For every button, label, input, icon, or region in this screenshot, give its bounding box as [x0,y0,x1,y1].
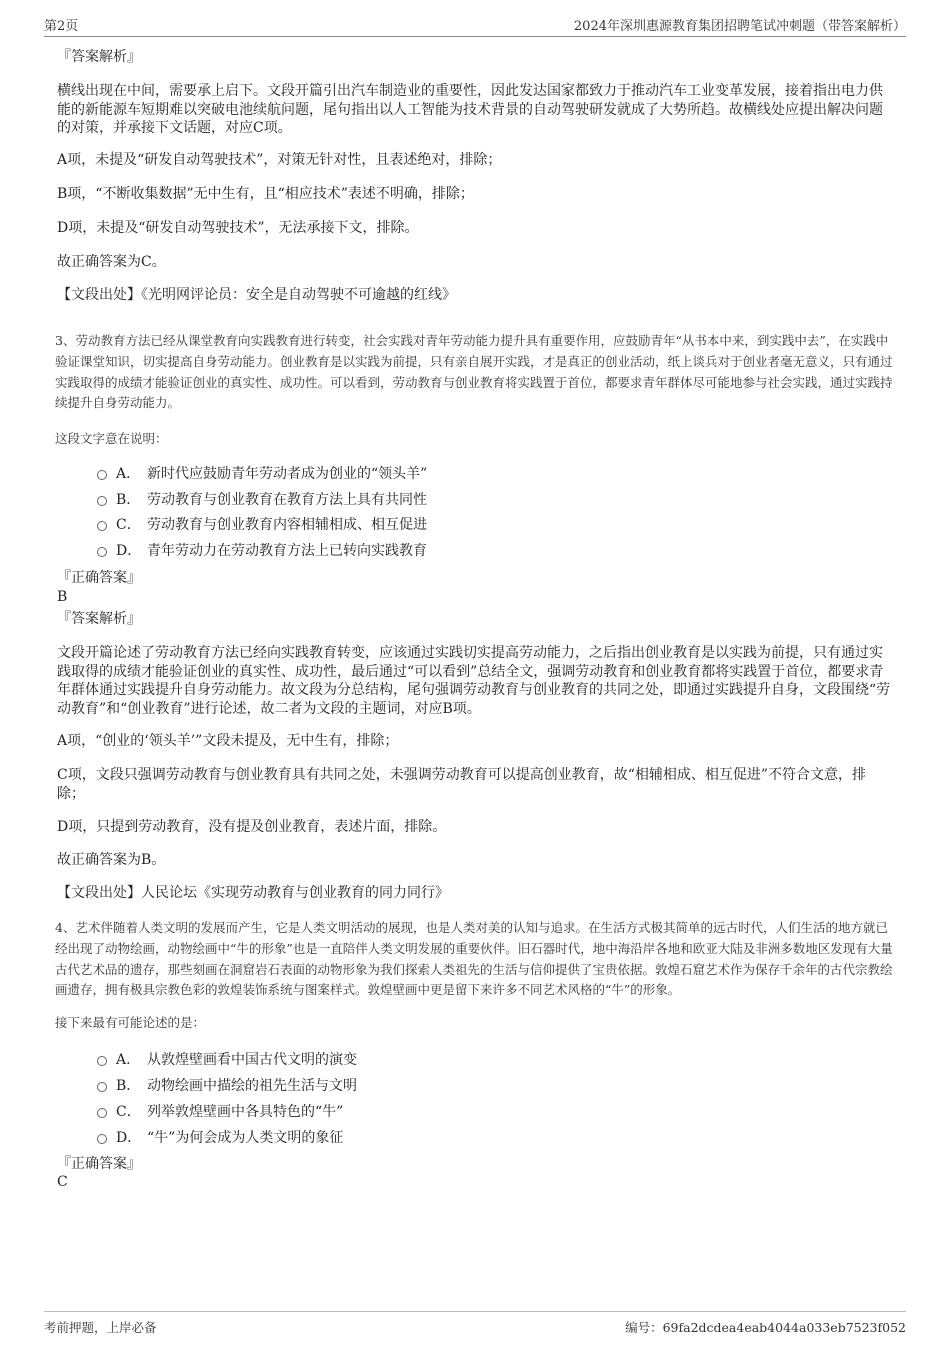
question-4-prompt: 接下来最有可能论述的是： [55,1015,206,1030]
q3-option-d[interactable] [97,540,427,560]
radio-icon[interactable] [97,496,107,506]
page-footer [44,1311,906,1336]
q4-answer: C [57,1174,68,1190]
option-text: 青年劳动力在劳动教育方法上已转向实践教育 [147,543,427,559]
option-label: B． [116,1078,141,1094]
q3-option-c[interactable] [97,514,427,534]
footer-slogan: 考前押题，上岸必备 [44,1320,157,1335]
question-3-prompt: 这段文字意在说明： [55,431,168,446]
q4-answer-title: 『正确答案』 [57,1156,141,1172]
q3-final-answer: 故正确答案为B。 [57,852,166,868]
q3-answer-title: 『正确答案』 [57,570,141,586]
analysis-title: 『答案解析』 [57,49,141,65]
option-text: 劳动教育与创业教育内容相辅相成、相互促进 [147,517,427,533]
analysis-paragraph: 横线出现在中间，需要承上启下。文段开篇引出汽车制造业的重要性，因此发达国家都致力于推动汽车工业变革发展，接着指出电力供能的新能源车短期难以突破电池续航问题，尾句指出以人工智能为技术背景的自动驾驶研发就成了大势所趋。故横线处应提出解决问题的对策，并承接下文话题，对应C项。 [57,83,883,136]
radio-icon[interactable] [97,1056,107,1066]
q3-analysis-option-a: A项，“创业的‘领头羊’”文段未提及，无中生有，排除； [57,733,399,749]
final-answer: 故正确答案为C。 [57,254,166,270]
option-text: 列举敦煌壁画中各具特色的“牛” [147,1104,344,1120]
q3-analysis-title: 『答案解析』 [57,611,141,627]
document-title: 2024年深圳惠源教育集团招聘笔试冲刺题（带答案解析） [573,19,906,34]
q4-option-c[interactable] [97,1101,343,1121]
radio-icon[interactable] [97,1108,107,1118]
q3-analysis-option-d: D项，只提到劳动教育，没有提及创业教育，表述片面，排除。 [57,819,447,835]
q4-option-d[interactable] [97,1127,343,1147]
question-4-text: 4、艺术伴随着人类文明的发展而产生，它是人类文明活动的展现，也是人类对美的认知与追求。在生活方式极其简单的远古时代，人们生活的地方就已经出现了动物绘画，动物绘画中“牛的形象”也是一直陪伴人类文明发展的重要伙伴。旧石器时代，地中海沿岸各地和欧亚大陆及非洲多数地区发现有大量古代艺术品的遗存，那些刻画在洞窟岩石表面的动物形象为我们探索人类祖先的生活与信仰提供了宝贵依据。敦煌石窟艺术作为保存千余年的古代宗教绘画遗存，拥有极具宗教色彩的敦煌装饰系统与图案样式。敦煌壁画中更是留下来许多不同艺术风格的“牛”的形象。 [55,920,893,998]
option-text: 从敦煌壁画看中国古代文明的演变 [147,1052,357,1068]
option-text: 动物绘画中描绘的祖先生活与文明 [147,1078,357,1094]
option-label: D． [116,543,142,559]
option-text: “牛”为何会成为人类文明的象征 [147,1130,344,1146]
option-label: C． [116,1104,141,1120]
q3-analysis-paragraph: 文段开篇论述了劳动教育方法已经向实践教育转变，应该通过实践切实提高劳动能力，之后指出创业教育是以实践为前提，只有通过实践取得的成绩才能验证创业的真实性、成功性，最后通过“可以看到”总结全文，强调劳动教育和创业教育都将实践置于首位，都要求青年群体通过实践提升自身劳动能力。故文段为分总结构，尾句强调劳动教育与创业教育的共同之处，即通过实践提升自身，文段围绕“劳动教育”和“创业教育”进行论述，故二者为文段的主题词，对应B项。 [57,645,891,717]
option-text: 劳动教育与创业教育在教育方法上具有共同性 [147,492,427,508]
radio-icon[interactable] [97,521,107,531]
page-number: 第2页 [44,19,79,34]
question-3-text: 3、劳动教育方法已经从课堂教育向实践教育进行转变，社会实践对青年劳动能力提升具有重要作用，应鼓励青年“从书本中来，到实践中去”，在实践中验证课堂知识，切实提高自身劳动能力。创业教育是以实践为前提，只有亲自展开实践，才是真正的创业活动，纸上谈兵对于创业者毫无意义，只有通过实践取得的成绩才能验证创业的真实性、成功性。可以看到，劳动教育与创业教育将实践置于首位，都要求青年群体尽可能地参与社会实践，通过实践持续提升自身劳动能力。 [55,333,893,411]
analysis-option-a: A项，未提及“研发自动驾驶技术”，对策无针对性，且表述绝对，排除； [57,152,502,168]
document-id: 编号：69fa2dcdea4eab4044a033eb7523f052 [625,1320,906,1335]
radio-icon[interactable] [97,1134,107,1144]
q3-answer: B [57,589,68,605]
source-citation: 【文段出处】《光明网评论员：安全是自动驾驶不可逾越的红线》 [57,287,456,303]
analysis-option-b: B项，“不断收集数据”无中生有，且“相应技术”表述不明确，排除； [57,186,474,202]
analysis-option-d: D项，未提及“研发自动驾驶技术”，无法承接下文，排除。 [57,220,419,236]
q4-option-b[interactable] [97,1075,357,1095]
radio-icon[interactable] [97,547,107,557]
q3-option-b[interactable] [97,489,427,509]
option-label: A． [116,466,141,482]
option-label: B． [116,492,141,508]
option-label: A． [116,1052,141,1068]
option-label: D． [116,1130,142,1146]
option-text: 新时代应鼓励青年劳动者成为创业的“领头羊” [147,466,428,482]
page-header [44,12,906,37]
radio-icon[interactable] [97,1082,107,1092]
radio-icon[interactable] [97,470,107,480]
q3-analysis-option-c: C项，文段只强调劳动教育与创业教育具有共同之处，未强调劳动教育可以提高创业教育，故“相辅相成、相互促进”不符合文意，排除； [57,767,867,802]
option-label: C． [116,517,141,533]
q4-option-a[interactable] [97,1049,357,1069]
q3-source-citation: 【文段出处】人民论坛《实现劳动教育与创业教育的同力同行》 [57,885,449,901]
q3-option-a[interactable] [97,463,427,483]
